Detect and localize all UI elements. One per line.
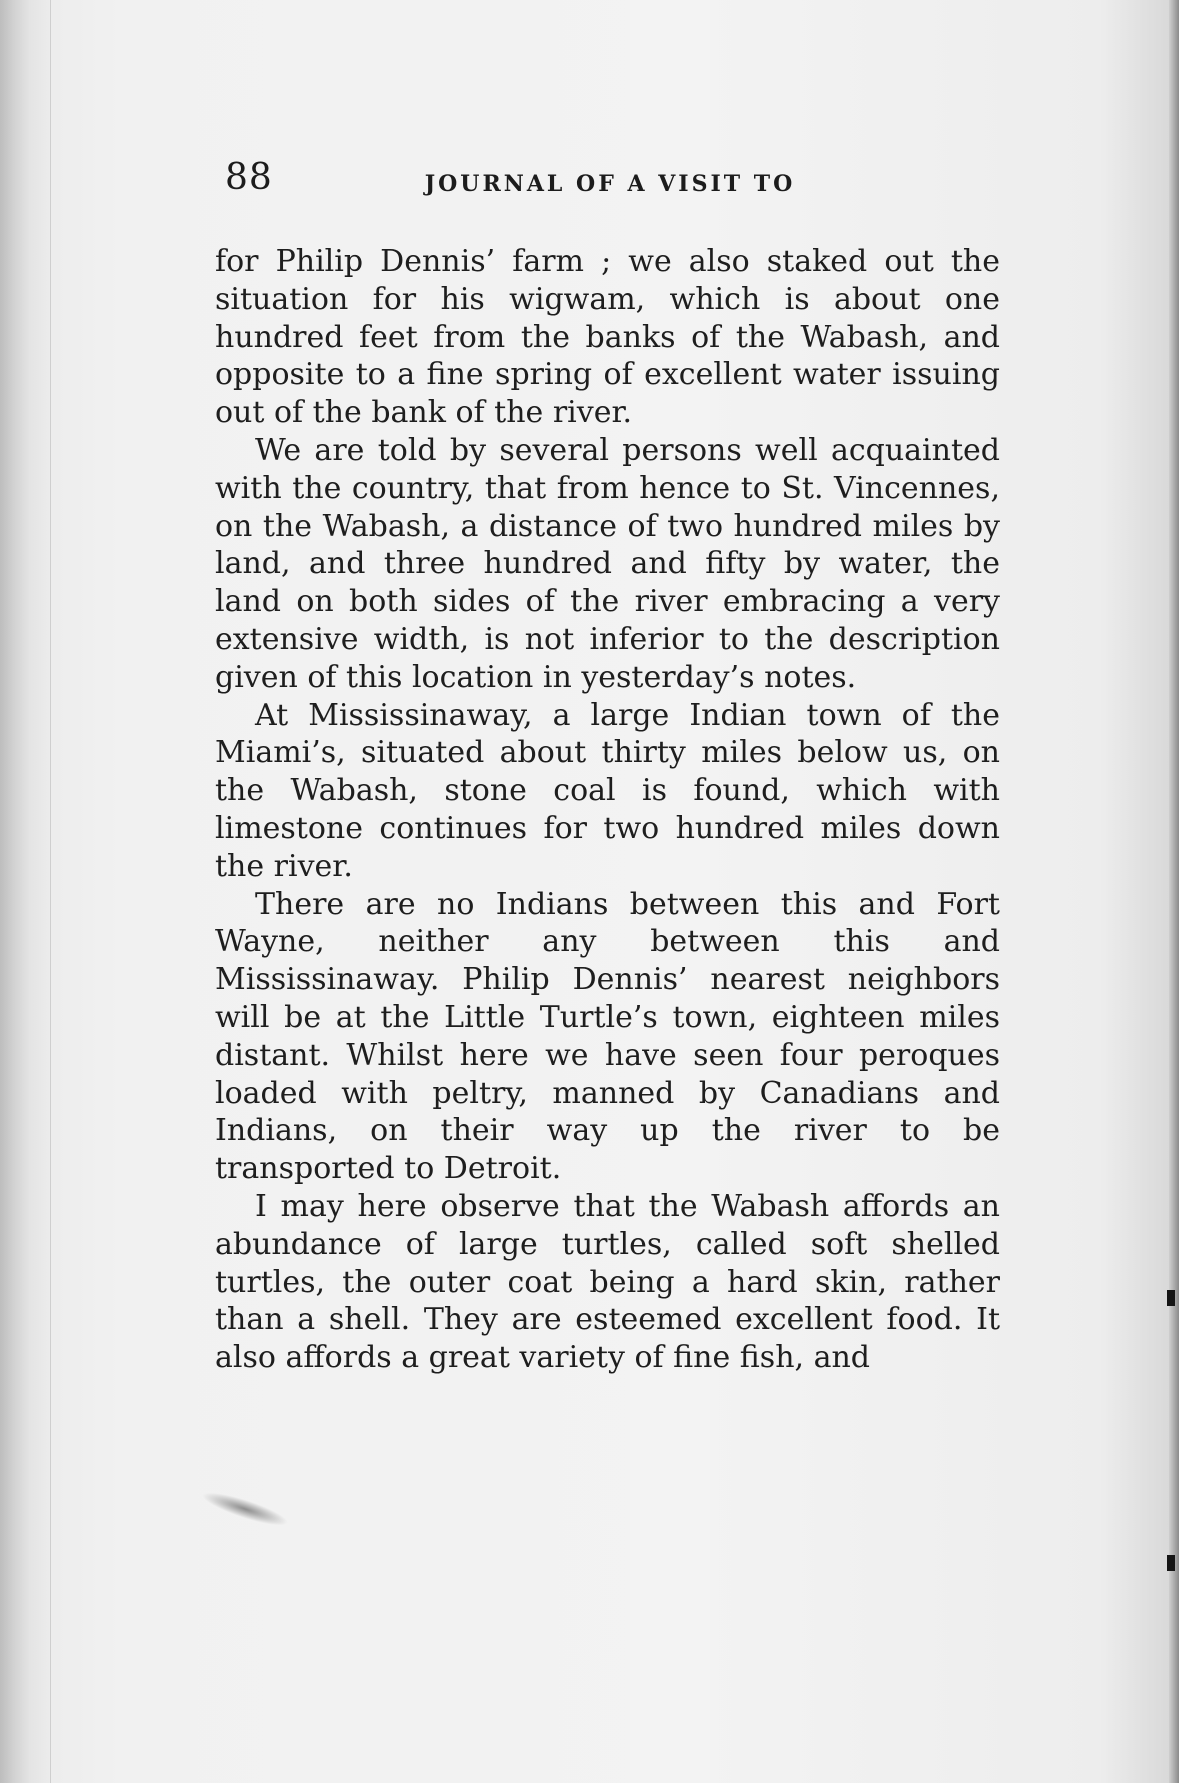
paragraph: I may here observe that the Wabash affords an abundance of large turtles, called soft shelled turtles, the outer coat being a hard skin, rather than a shell. They are esteemed excellent food. It also affords a great variety of fine fish, and xyxy=(215,1188,1000,1376)
paragraph: At Mississinaway, a large Indian town of the Miami’s, situated about thirty miles below us, on the Wabash, stone coal is found, which with limestone continues for two hundred miles down the river. xyxy=(215,697,1000,884)
ink-mark xyxy=(1167,1555,1175,1571)
paragraph: There are no Indians between this and Fort Wayne, neither any between this and Mississinaway. Philip Dennis’ nearest neighbors will be at the Little Turtle’s town, eighteen miles distant. Whilst here we have seen four peroques loaded with peltry, manned by Canadians and Indians, on their way up the river to be transported to Detroit. xyxy=(215,886,1000,1187)
body-text xyxy=(215,243,1000,1377)
paragraph: We are told by several persons well acquainted with the country, that from hence to St. Vincennes, on the Wabash, a distance of two hundred miles by land, and three hundred and fifty by water, the land on both sides of the river embracing a very extensive width, is not inferior to the description given of this location in yesterday’s notes. xyxy=(215,432,1000,695)
running-head: JOURNAL OF A VISIT TO xyxy=(424,171,796,197)
page-spine-shadow xyxy=(0,0,51,1783)
page-edge-shadow xyxy=(1169,0,1179,1783)
paragraph: for Philip Dennis’ farm ; we also staked out the situation for his wigwam, which is about one hundred feet from the banks of the Wabash, and opposite to a fine spring of excellent water issuing out of the bank of the river. xyxy=(215,244,1000,431)
page-number: 88 xyxy=(225,157,273,198)
page-header xyxy=(225,158,995,208)
ink-mark xyxy=(1167,1290,1175,1306)
ink-smudge xyxy=(199,1487,290,1532)
